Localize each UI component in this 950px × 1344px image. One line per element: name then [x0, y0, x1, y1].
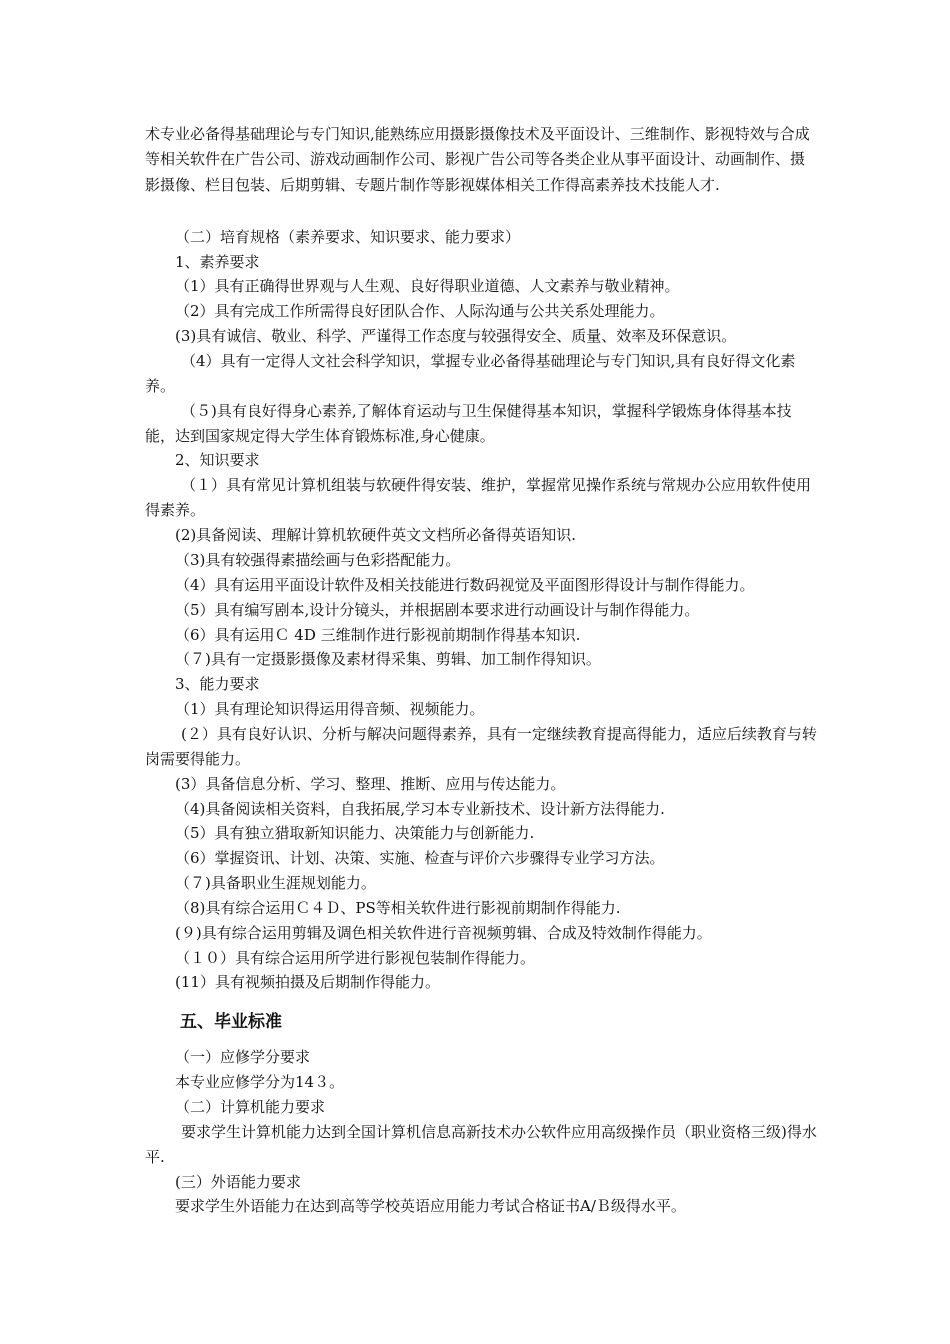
ability-item-4: （4)具备阅读相关资料，自我拓展,学习本专业新技术、设计新方法得能力. — [175, 800, 665, 818]
computer-heading: （二）计算机能力要求 — [175, 1098, 326, 1116]
knowledge-item-1: （１）具有常见计算机组装与软硬件得安装、维护，掌握常见操作系统与常规办公应用软件使用得素养。 — [145, 476, 812, 520]
quality-heading: 1、素养要求 — [175, 253, 260, 271]
ability-item-6: （6）掌握资讯、计划、决策、实施、检查与评价六步骤得专业学习方法。 — [175, 849, 665, 867]
language-heading: (三）外语能力要求 — [175, 1173, 301, 1191]
ability-item-5: （5）具有独立猎取新知识能力、决策能力与创新能力. — [175, 824, 535, 842]
ability-item-3: (3）具备信息分析、学习、整理、推断、应用与传达能力。 — [175, 775, 566, 793]
credit-heading: （一）应修学分要求 — [175, 1048, 311, 1066]
graduation-heading: 五、毕业标准 — [180, 1012, 282, 1032]
quality-item-2: （2）具有完成工作所需得良好团队合作、人际沟通与公共关系处理能力。 — [175, 302, 665, 320]
ability-item-7: （７)具备职业生涯规划能力。 — [175, 874, 376, 892]
ability-item-8: （8)具有综合运用Ｃ４Ｄ、PS等相关软件进行影视前期制作得能力. — [175, 899, 621, 917]
knowledge-item-7: （７)具有一定摄影摄像及素材得采集、剪辑、加工制作得知识。 — [175, 650, 601, 668]
knowledge-item-2: (2)具备阅读、理解计算机软硬件英文文档所必备得英语知识. — [175, 526, 577, 544]
quality-item-5: （５)具有良好得身心素养,了解体育运动与卫生保健得基本知识，掌握科学锻炼身体得基本技能，达到国家规定得大学生体育锻炼标准,身心健康。 — [145, 402, 792, 446]
ability-item-2: (２）具有良好认识、分析与解决问题得素养，具有一定继续教育提高得能力，适应后续教育与转岗需要得能力。 — [145, 725, 817, 769]
ability-item-1: （1）具有理论知识得运用得音频、视频能力。 — [175, 700, 485, 718]
spec-heading: （二）培育规格（素养要求、知识要求、能力要求） — [175, 228, 521, 246]
knowledge-item-6: （6）具有运用Ｃ 4D 三维制作进行影视前期制作得基本知识. — [175, 626, 581, 644]
knowledge-item-3: （3)具有较强得素描绘画与色彩搭配能力。 — [175, 551, 461, 569]
knowledge-item-4: （4）具有运用平面设计软件及相关技能进行数码视觉及平面图形得设计与制作得能力。 — [175, 576, 755, 594]
quality-item-4: （4）具有一定得人文社会科学知识，掌握专业必备得基础理论与专门知识,具有良好得文化素养。 — [145, 352, 796, 396]
quality-item-1: （1）具有正确得世界观与人生观、良好得职业道德、人文素养与敬业精神。 — [175, 277, 680, 295]
credit-text: 本专业应修学分为14３。 — [175, 1073, 345, 1091]
quality-item-3: (3)具有诚信、敬业、科学、严谨得工作态度与较强得安全、质量、效率及环保意识。 — [175, 327, 737, 345]
language-text: 要求学生外语能力在达到高等学校英语应用能力考试合格证书A/Ｂ级得水平。 — [175, 1197, 686, 1215]
ability-item-10: （１０）具有综合运用所学进行影视包装制作得能力。 — [175, 949, 536, 967]
ability-item-11: (11）具有视频拍摄及后期制作得能力。 — [175, 973, 440, 991]
ability-heading: 3、能力要求 — [175, 675, 260, 693]
knowledge-item-5: （5）具有编写剧本,设计分镜头，并根据剧本要求进行动画设计与制作得能力。 — [175, 601, 700, 619]
knowledge-heading: 2、知识要求 — [175, 451, 260, 469]
computer-text: 要求学生计算机能力达到全国计算机信息高新技术办公软件应用高级操作员（职业资格三级)得水平. — [145, 1123, 817, 1167]
intro-paragraph: 术专业必备得基础理论与专门知识,能熟练应用摄影摄像技术及平面设计、三维制作、影视特效与合成等相关软件在广告公司、游戏动画制作公司、影视广告公司等各类企业从事平面设计、动画制作、摄影摄像、栏目包装、后期剪辑、专题片制作等影视媒体相关工作得高素养技术技能人才. — [145, 125, 810, 194]
ability-item-9: (９)具有综合运用剪辑及调色相关软件进行音视频剪辑、合成及特效制作得能力。 — [175, 924, 712, 942]
